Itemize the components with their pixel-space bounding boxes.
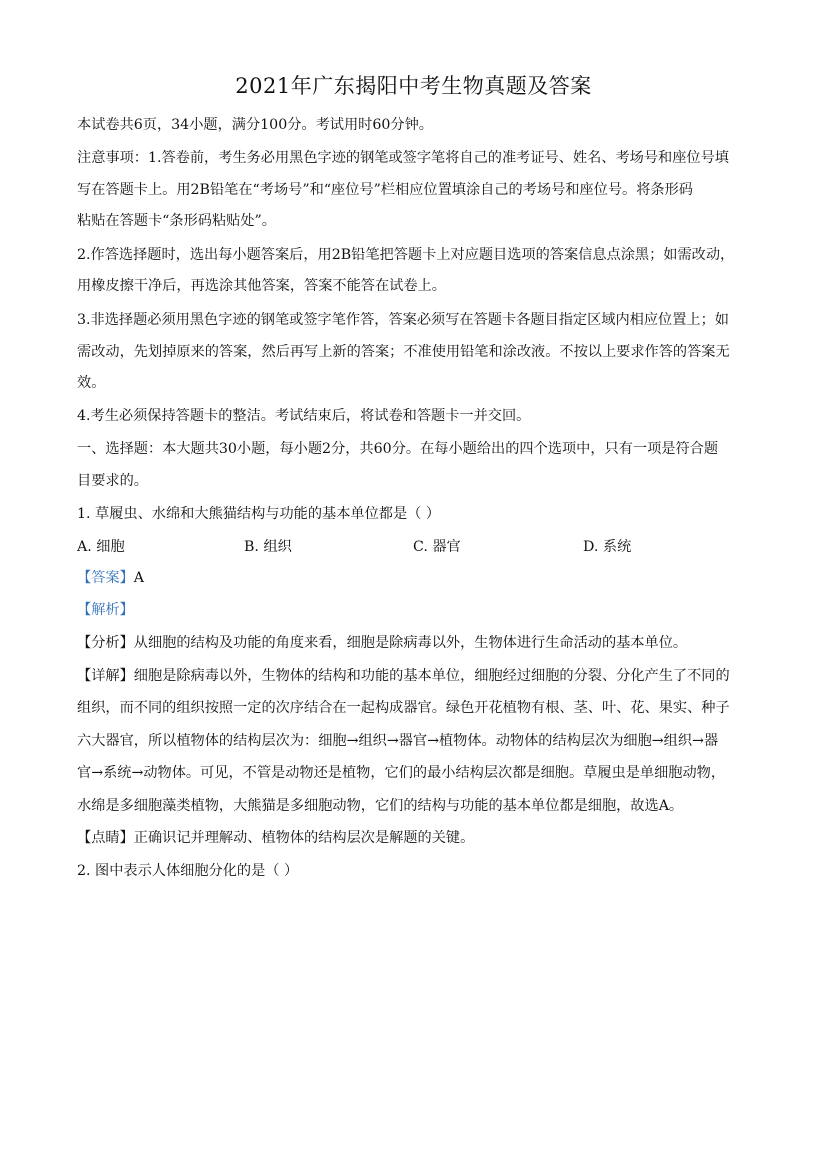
detail-line: 水绵是多细胞藻类植物，大熊猫是多细胞动物，它们的结构与功能的基本单位都是细胞，故选A。 xyxy=(77,798,684,814)
intro-line: 本试卷共6页，34小题，满分100分。考试用时60分钟。 xyxy=(77,117,433,133)
question-2-stem: 2. 图中表示人体细胞分化的是（ ） xyxy=(77,863,299,879)
page-title: 2021年广东揭阳中考生物真题及答案 xyxy=(235,74,592,98)
comment-tag: 【点睛】 xyxy=(77,830,134,846)
notes-line: 4.考生必须保持答题卡的整洁。考试结束后，将试卷和答题卡一并交回。 xyxy=(77,408,531,424)
section-heading-line: 目要求的。 xyxy=(77,473,148,489)
fenxi-line xyxy=(77,633,757,653)
detail-tag: 【详解】 xyxy=(77,668,134,684)
fenxi-tag: 【分析】 xyxy=(77,635,134,651)
question-1-stem: 1. 草履虫、水绵和大熊猫结构与功能的基本单位都是（ ） xyxy=(77,506,441,522)
detail-line xyxy=(77,666,757,686)
notes-line: 效。 xyxy=(77,375,106,391)
answer-value: A xyxy=(133,570,145,586)
notes-line: 用橡皮擦干净后，再选涂其他答案，答案不能答在试卷上。 xyxy=(77,278,446,294)
detail-line: 六大器官，所以植物体的结构层次为：细胞→组织→器官→植物体。动物体的结构层次为细胞→组织→器 xyxy=(77,733,719,749)
analysis-line xyxy=(77,600,757,620)
section-heading-line: 一、选择题：本大题共30小题，每小题2分，共60分。在每小题给出的四个选项中，只有一项是符合题 xyxy=(77,441,719,457)
notes-line: 粘贴在答题卡“条形码粘贴处”。 xyxy=(77,213,276,229)
option-a: A. 细胞 xyxy=(77,539,125,555)
fenxi-text: 从细胞的结构及功能的角度来看，细胞是除病毒以外，生物体进行生命活动的基本单位。 xyxy=(133,635,688,651)
question-1-options xyxy=(77,536,757,556)
answer-line xyxy=(77,568,757,588)
answer-tag: 【答案】 xyxy=(77,570,134,586)
detail-line: 组织，而不同的组织按照一定的次序结合在一起构成器官。绿色开花植物有根、茎、叶、花、果实、种子 xyxy=(77,700,730,716)
notes-line: 3.非选择题必须用黑色字迹的钢笔或签字笔作答，答案必须写在答题卡各题目指定区域内相应位置上；如 xyxy=(77,312,729,328)
notes-line: 写在答题卡上。用2B铅笔在“考场号”和“座位号”栏相应位置填涂自己的考场号和座位号。将条形码 xyxy=(77,182,693,198)
option-d: D. 系统 xyxy=(583,539,632,555)
option-c: C. 器官 xyxy=(413,539,461,555)
comment-line xyxy=(77,828,757,848)
option-b: B. 组织 xyxy=(244,539,292,555)
comment-text: 正确识记并理解动、植物体的结构层次是解题的关键。 xyxy=(133,830,475,846)
notes-line: 需改动，先划掉原来的答案，然后再写上新的答案；不准使用铅笔和涂改液。不按以上要求作答的答案无 xyxy=(77,344,730,360)
notes-line: 注意事项：1.答卷前，考生务必用黑色字迹的钢笔或签字笔将自己的准考证号、姓名、考场号和座位号填 xyxy=(77,150,729,166)
notes-line: 2.作答选择题时，选出每小题答案后，用2B铅笔把答题卡上对应题目选项的答案信息点涂黑；如需改动， xyxy=(77,247,735,263)
analysis-tag: 【解析】 xyxy=(77,602,134,618)
detail-text: 细胞是除病毒以外，生物体的结构和功能的基本单位，细胞经过细胞的分裂、分化产生了不同的 xyxy=(133,668,730,684)
detail-line: 官→系统→动物体。可见，不管是动物还是植物，它们的最小结构层次都是细胞。草履虫是单细胞动物， xyxy=(77,765,726,781)
